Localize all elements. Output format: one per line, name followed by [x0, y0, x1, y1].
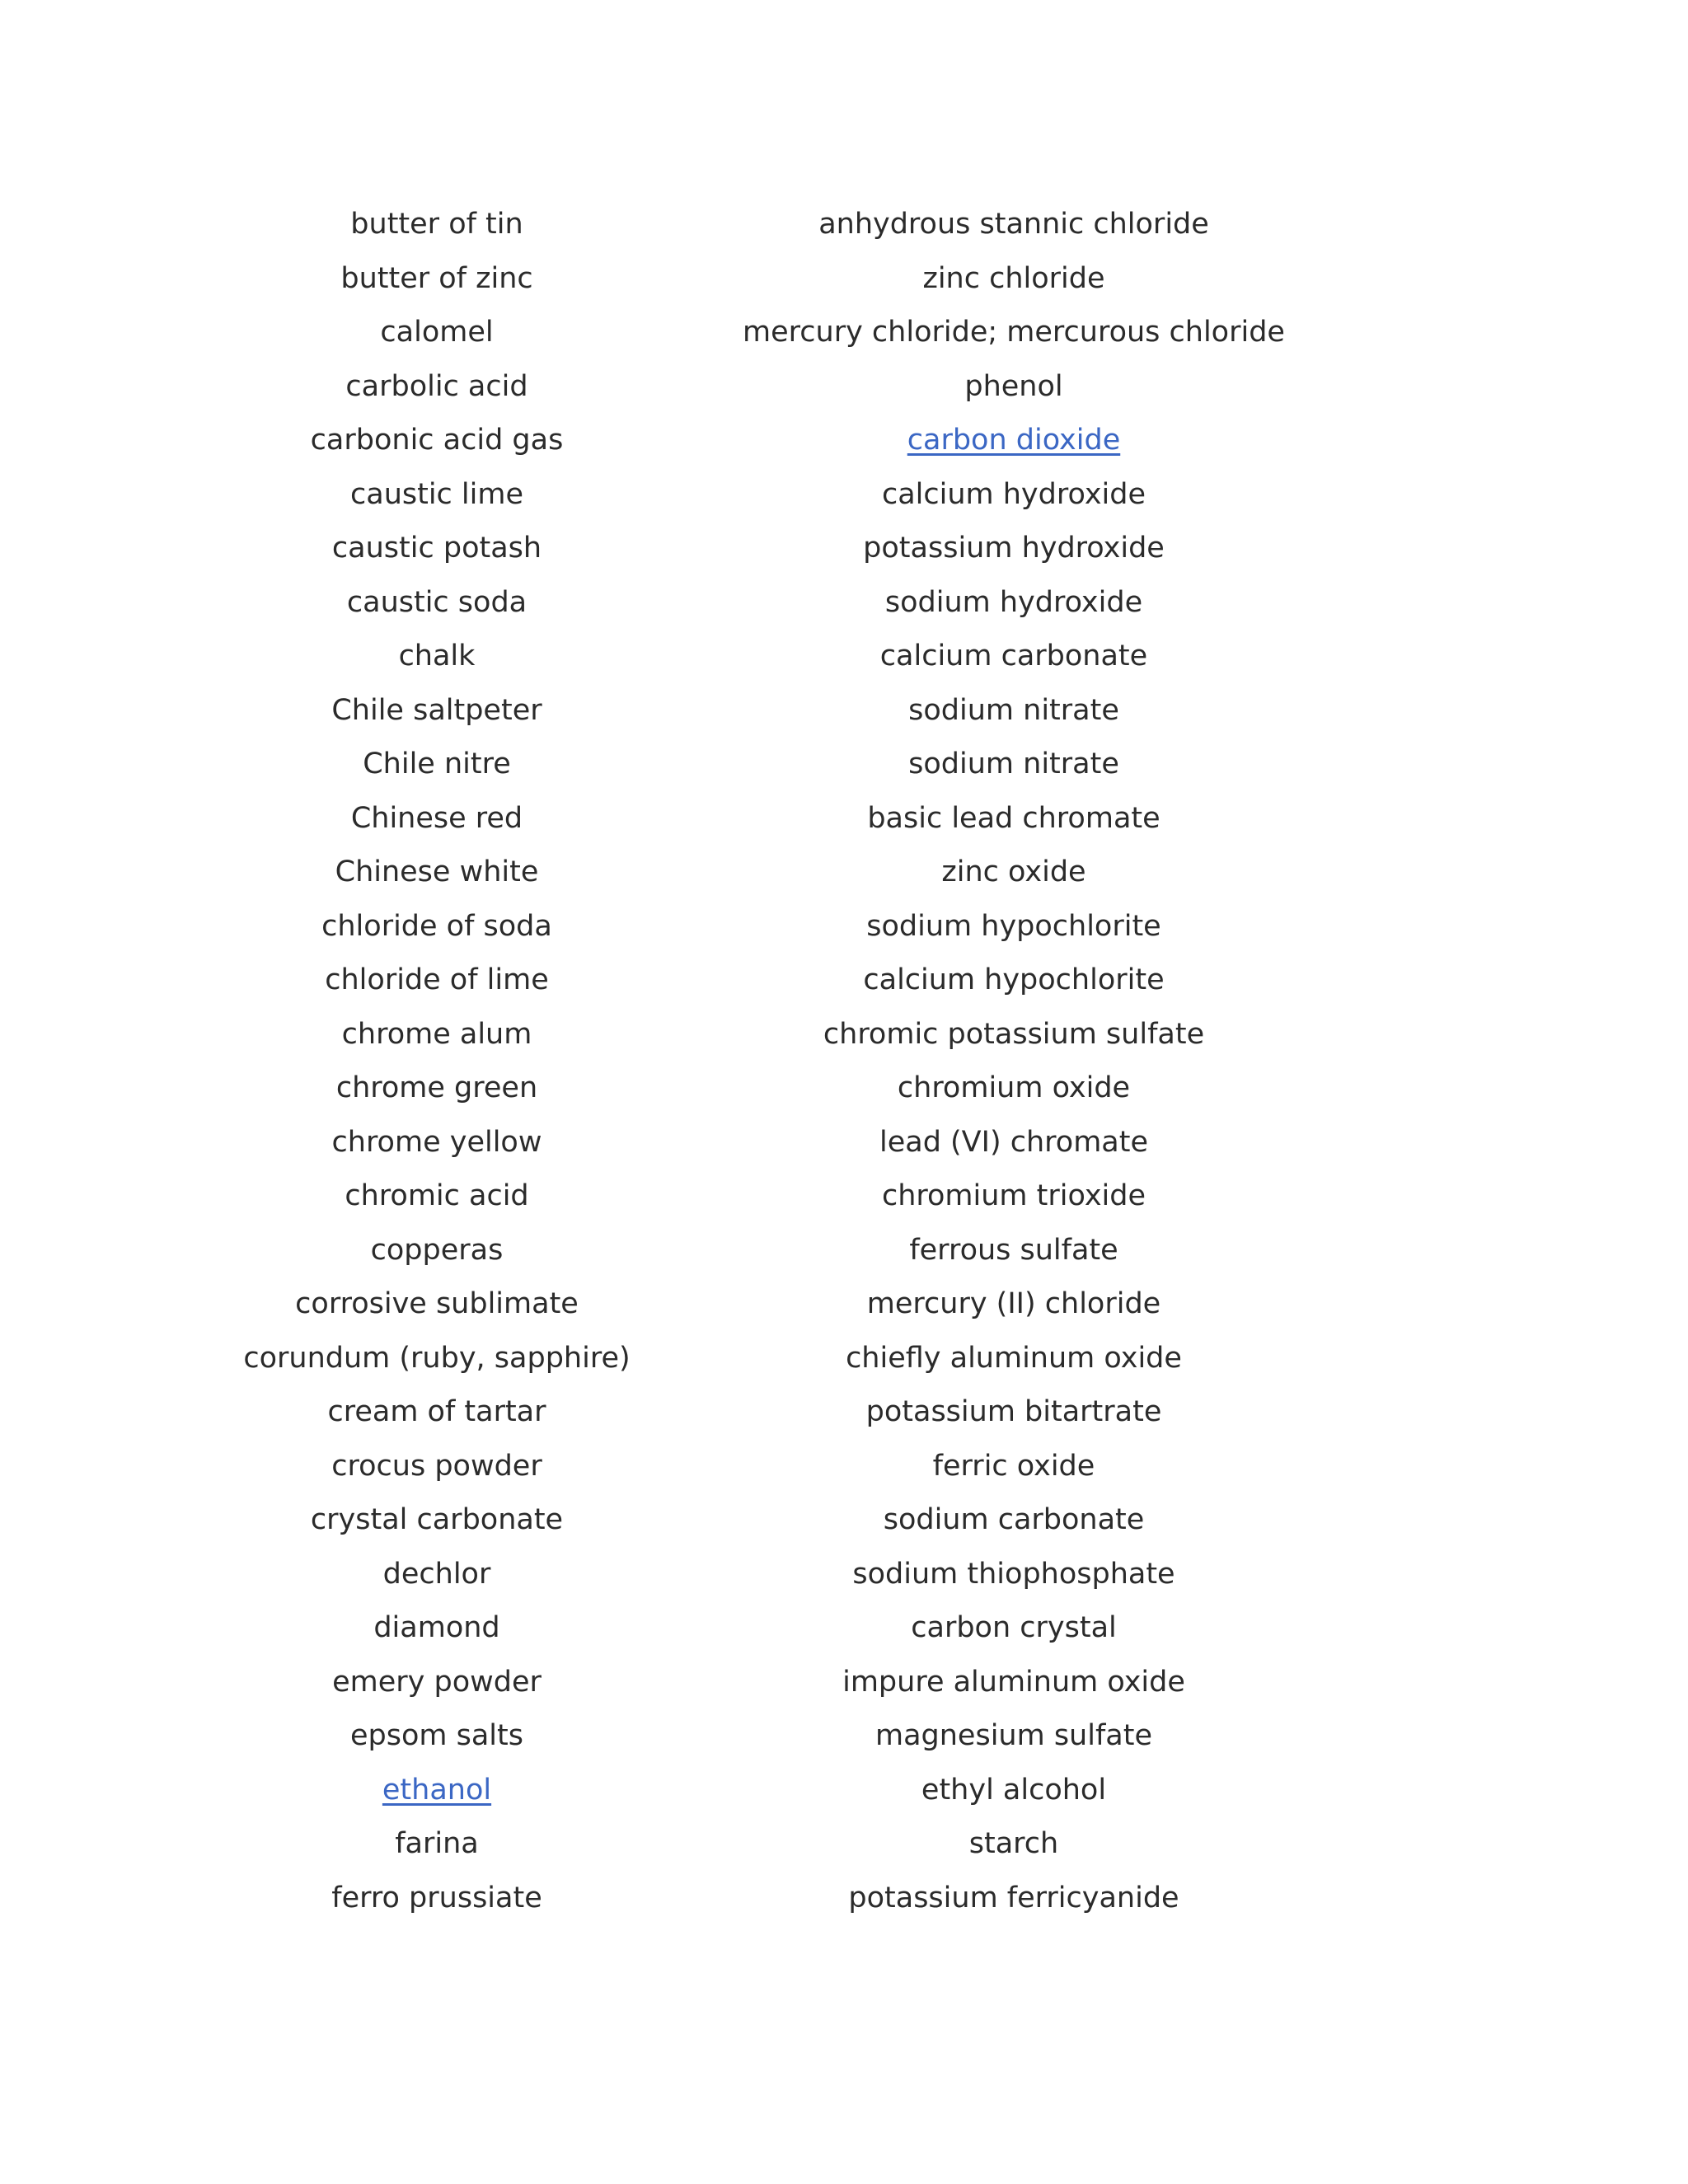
chemical-name-cell: basic lead chromate [867, 801, 1160, 835]
common-name-cell: caustic soda [346, 585, 528, 619]
chemical-name-cell: ethyl alcohol [921, 1773, 1107, 1807]
chemical-name-cell: sodium thiophosphate [852, 1557, 1175, 1591]
chemical-name-cell: potassium hydroxide [863, 532, 1165, 565]
common-name-cell: corundum (ruby, sapphire) [243, 1341, 631, 1375]
chemical-name-cell: calcium hydroxide [881, 477, 1146, 511]
chemical-name-cell: calcium carbonate [879, 640, 1148, 673]
chemical-name-cell: zinc chloride [922, 261, 1105, 295]
common-name-cell: emery powder [332, 1665, 542, 1699]
chemical-name-cell: impure aluminum oxide [842, 1665, 1185, 1699]
chemical-name-cell: sodium hypochlorite [866, 909, 1161, 943]
table-row [0, 792, 1688, 846]
table-row [0, 1385, 1688, 1440]
common-name-cell: crystal carbonate [310, 1503, 564, 1536]
table-row [0, 1008, 1688, 1062]
table-row [0, 1548, 1688, 1602]
common-name-cell: chromic acid [345, 1179, 529, 1212]
table-row [0, 1116, 1688, 1170]
chemical-name-cell: chromic potassium sulfate [823, 1017, 1205, 1051]
table-row [0, 252, 1688, 307]
table-row [0, 1817, 1688, 1872]
chemical-name-cell: lead (VI) chromate [879, 1125, 1148, 1159]
chemical-name-cell [725, 414, 1302, 468]
table-row [0, 1709, 1688, 1764]
table-row [0, 468, 1688, 523]
common-name-cell: Chile saltpeter [331, 693, 542, 727]
common-name-cell: Chile nitre [363, 748, 511, 780]
chemical-name-cell: sodium hydroxide [884, 585, 1143, 619]
table-row [0, 1872, 1688, 1926]
common-name-cell: copperas [370, 1233, 504, 1267]
common-name-cell: calomel [380, 316, 494, 349]
chemical-name-cell: zinc oxide [941, 855, 1086, 888]
common-name-cell: chalk [398, 640, 476, 673]
chemical-name-cell: chromium oxide [897, 1071, 1131, 1104]
chemical-name-cell: potassium ferricyanide [848, 1881, 1179, 1915]
common-name-cell: caustic lime [350, 477, 523, 511]
table-row [0, 1332, 1688, 1386]
table-row [0, 198, 1688, 252]
table-row [0, 954, 1688, 1008]
table-row [0, 576, 1688, 630]
chemical-name-cell: calcium hypochlorite [863, 963, 1165, 996]
table-row [0, 1169, 1688, 1224]
chemical-name-cell: mercury (II) chloride [866, 1287, 1161, 1320]
common-name-cell: butter of zinc [340, 261, 533, 295]
chemical-name-cell: ferric oxide [932, 1449, 1095, 1483]
table-row [0, 414, 1688, 468]
table-row [0, 1277, 1688, 1332]
table-row [0, 360, 1688, 415]
table-row [0, 630, 1688, 684]
common-name-cell: ferro prussiate [331, 1881, 542, 1915]
chemical-name-cell: phenol [964, 369, 1063, 403]
chemical-name-cell: potassium bitartrate [865, 1395, 1162, 1428]
common-name-cell: chloride of lime [325, 963, 549, 996]
table-row [0, 306, 1688, 360]
common-name-cell: crocus powder [331, 1449, 542, 1483]
chemical-name-cell: chromium trioxide [881, 1179, 1146, 1212]
chemical-name-cell: carbon crystal [911, 1611, 1117, 1644]
table-row [0, 1224, 1688, 1278]
chemical-names-table [0, 198, 1688, 1925]
common-name-cell: carbonic acid gas [310, 424, 564, 457]
common-name-cell: epsom salts [350, 1719, 523, 1752]
chemical-name-cell: sodium nitrate [908, 748, 1119, 780]
table-row [0, 684, 1688, 738]
common-name-cell: carbolic acid [345, 369, 528, 403]
chemical-name-cell: mercury chloride; mercurous chloride [743, 316, 1285, 349]
common-name-cell: chrome alum [341, 1017, 532, 1051]
chemical-name-cell: sodium carbonate [883, 1503, 1145, 1536]
table-row [0, 1656, 1688, 1710]
common-name-cell: Chinese white [335, 855, 539, 888]
common-name-cell: cream of tartar [327, 1395, 546, 1428]
chemical-name-cell: chiefly aluminum oxide [846, 1341, 1182, 1375]
chemical-name-link[interactable]: carbon dioxide [907, 424, 1121, 457]
chemical-name-cell: magnesium sulfate [874, 1719, 1152, 1752]
chemical-name-cell: sodium nitrate [908, 693, 1119, 727]
table-row [0, 1062, 1688, 1116]
common-name-cell: caustic potash [331, 532, 542, 565]
table-row [0, 738, 1688, 792]
table-row [0, 1764, 1688, 1818]
common-name-cell: Chinese red [350, 801, 523, 835]
table-row [0, 900, 1688, 954]
chemical-name-cell: ferrous sulfate [909, 1233, 1118, 1267]
table-row [0, 1440, 1688, 1494]
table-row [0, 846, 1688, 900]
chemical-name-cell: starch [968, 1827, 1059, 1860]
common-name-cell: chloride of soda [321, 909, 552, 943]
common-name-cell [190, 1764, 684, 1818]
common-name-cell: dechlor [382, 1557, 491, 1591]
common-name-cell: chrome green [335, 1071, 538, 1104]
common-name-cell: corrosive sublimate [295, 1287, 579, 1320]
table-row [0, 1493, 1688, 1548]
common-name-cell: diamond [373, 1611, 500, 1644]
common-name-link[interactable]: ethanol [382, 1773, 492, 1807]
common-name-cell: butter of tin [350, 208, 523, 241]
chemical-name-cell: anhydrous stannic chloride [818, 208, 1209, 241]
common-name-cell: farina [395, 1827, 479, 1860]
table-row [0, 522, 1688, 576]
table-row [0, 1601, 1688, 1656]
common-name-cell: chrome yellow [331, 1125, 542, 1159]
